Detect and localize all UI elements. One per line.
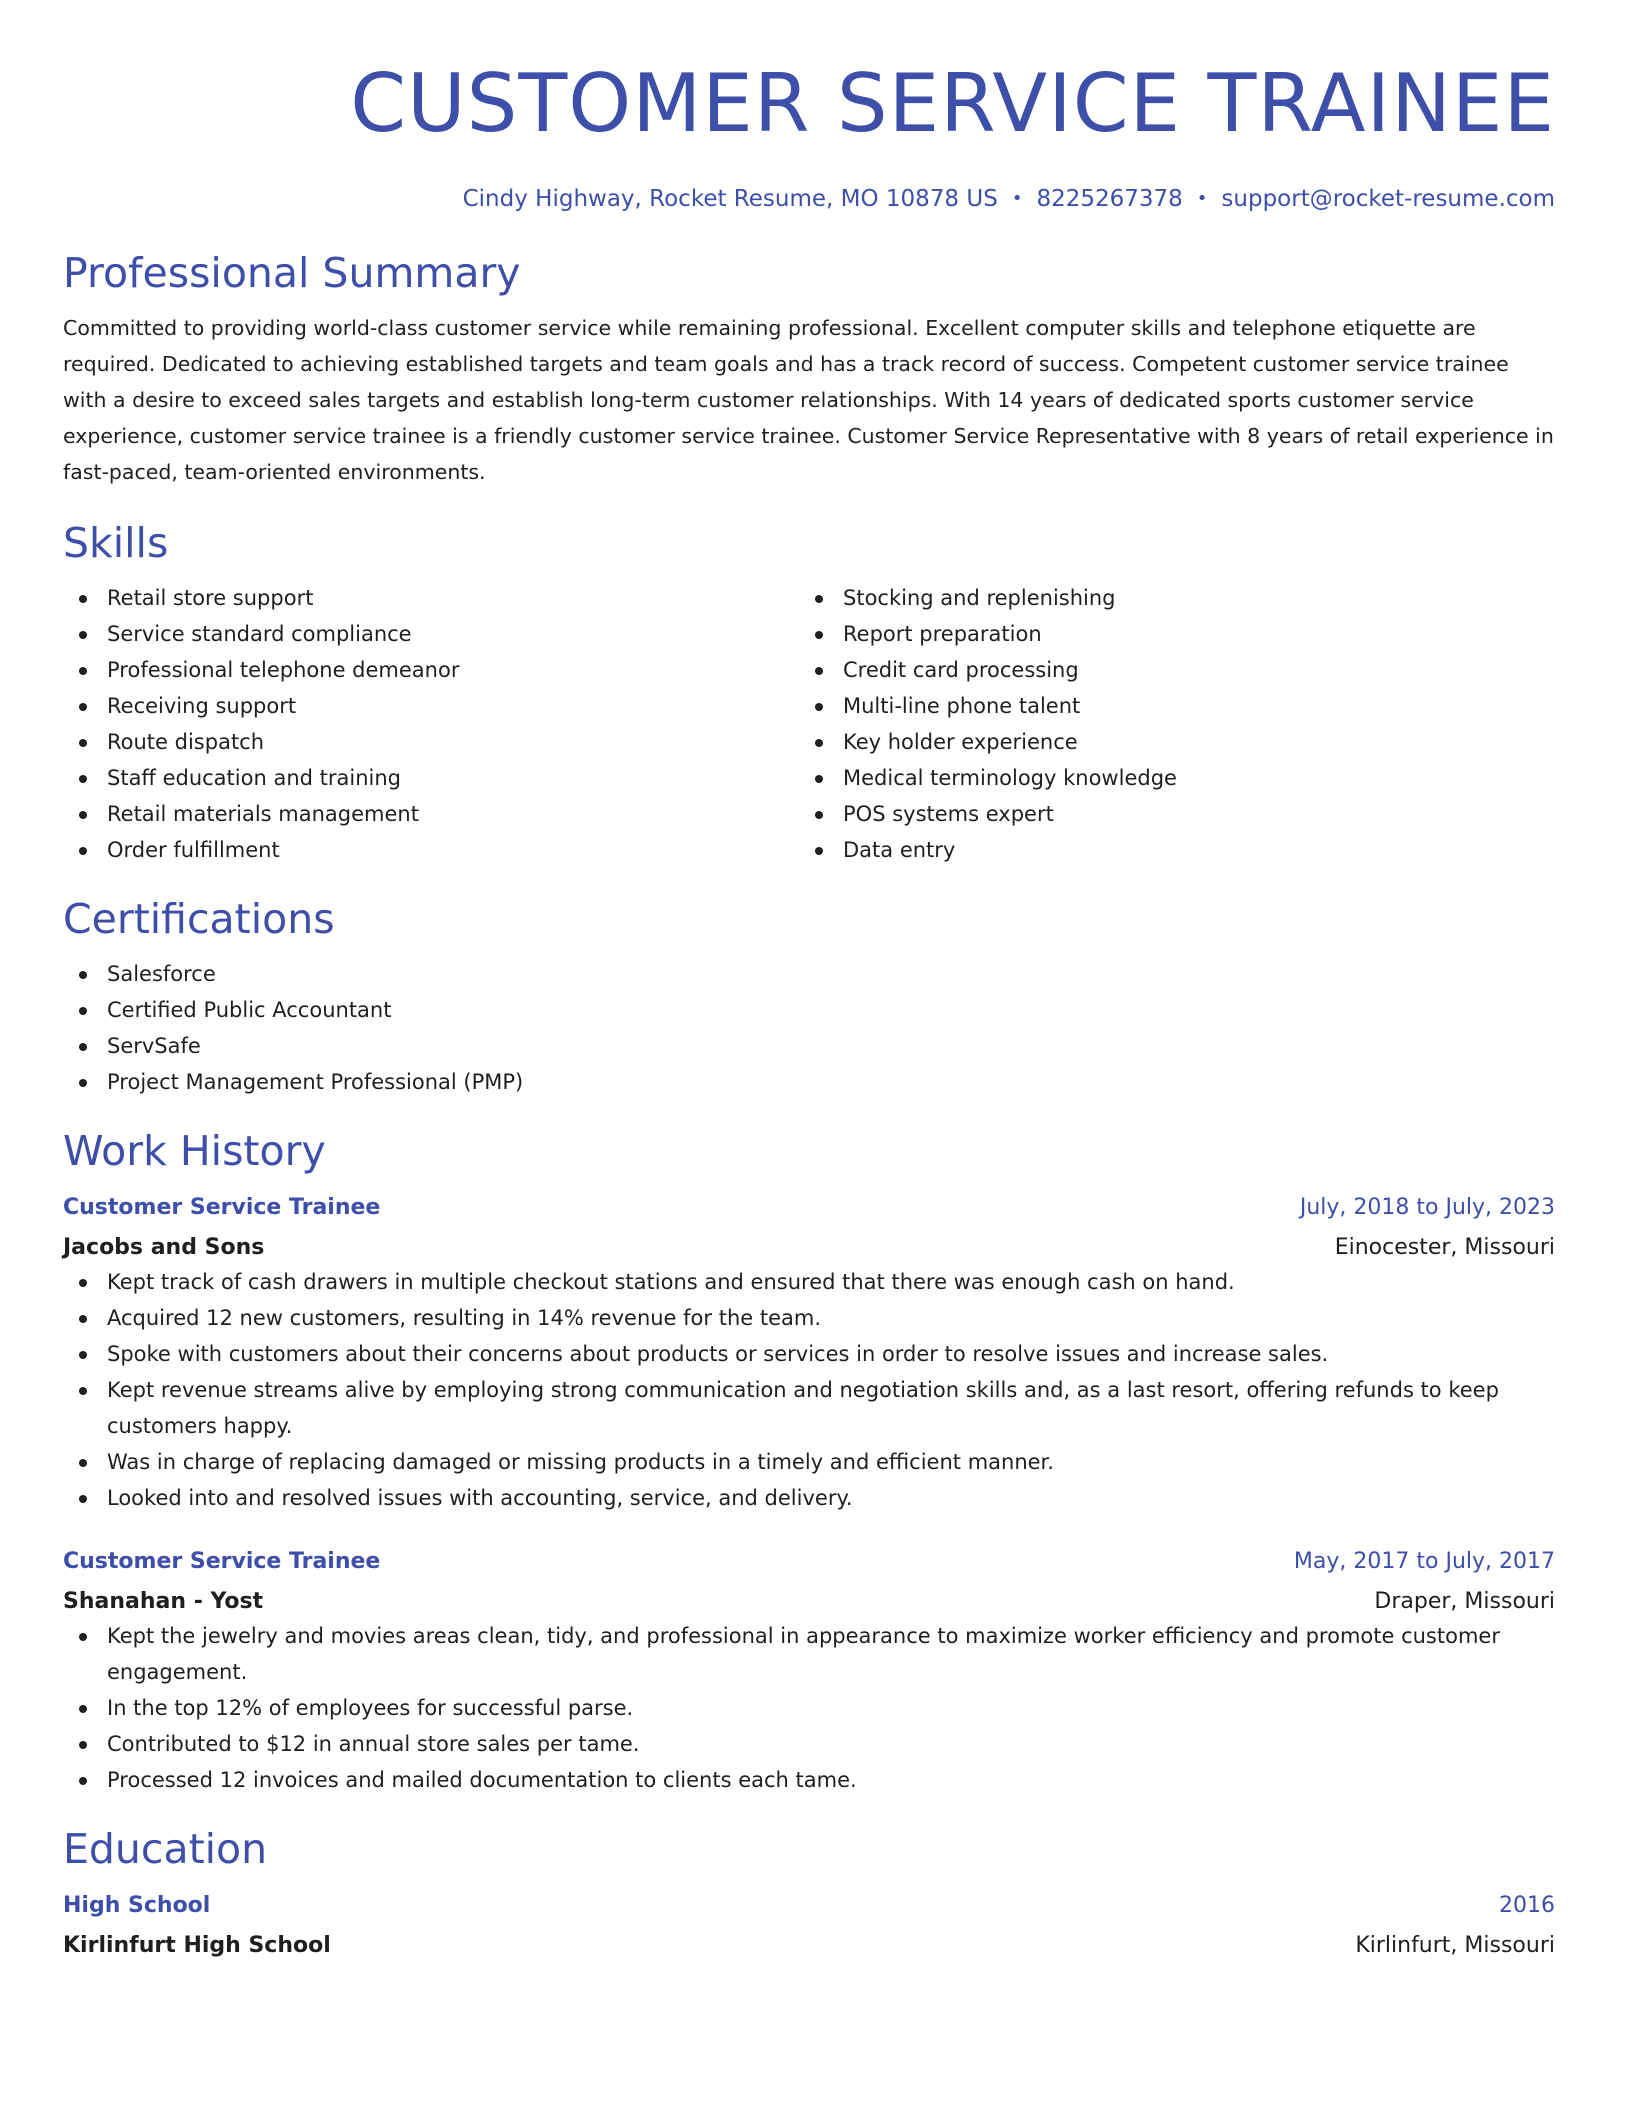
skill-item: Medical terminology knowledge <box>799 760 1535 796</box>
skills-list-right <box>799 580 1535 868</box>
work-history-section <box>63 1126 1555 1798</box>
education-subheader <box>63 1930 1555 1962</box>
job-bullet: Spoke with customers about their concerns about products or services in order to resolve issues and increase sales. <box>63 1336 1555 1372</box>
resume-page <box>63 0 1555 1962</box>
contact-email[interactable]: support@rocket-resume.com <box>1221 186 1555 212</box>
skill-item: Retail materials management <box>63 796 799 832</box>
job-role: Customer Service Trainee <box>63 1195 381 1220</box>
job-bullet: Was in charge of replacing damaged or missing products in a timely and efficient manner. <box>63 1444 1555 1480</box>
job-entry <box>63 1192 1555 1516</box>
job-bullet: Acquired 12 new customers, resulting in 14% revenue for the team. <box>63 1300 1555 1336</box>
skill-item: Stocking and replenishing <box>799 580 1535 616</box>
summary-title: Professional Summary <box>63 249 521 297</box>
contact-address: Cindy Highway, Rocket Resume, MO 10878 US <box>462 186 998 212</box>
skill-item: Credit card processing <box>799 652 1535 688</box>
certification-item: Certified Public Accountant <box>63 992 1555 1028</box>
summary-section <box>63 248 1555 490</box>
job-bullet: Contributed to $12 in annual store sales per tame. <box>63 1726 1555 1762</box>
skills-title: Skills <box>63 519 169 567</box>
skill-item: Staff education and training <box>63 760 799 796</box>
skills-columns <box>63 580 1555 868</box>
certifications-title: Certifications <box>63 895 335 943</box>
job-bullet: Processed 12 invoices and mailed documentation to clients each tame. <box>63 1762 1555 1798</box>
skill-item: Report preparation <box>799 616 1535 652</box>
contact-line <box>63 184 1555 214</box>
skill-item: Data entry <box>799 832 1535 868</box>
summary-text: Committed to providing world-class customer service while remaining professional. Excellent computer skills and telephone etiquette are required. Dedicated to achieving established targets and team goals and has a track record of success. Competent customer service trainee with a desire to exceed sales targets and establish long-term customer relationships. With 14 years of dedicated sports customer service experience, customer service trainee is a friendly customer service trainee. Customer Service Representative with 8 years of retail experience in fast-paced, team-oriented environments. <box>63 316 1554 484</box>
job-subheader <box>63 1586 1555 1618</box>
job-dates: July, 2018 to July, 2023 <box>1299 1195 1555 1220</box>
job-bullet: Kept revenue streams alive by employing strong communication and negotiation skills and, as a last resort, offering refunds to keep customers happy. <box>63 1372 1555 1444</box>
skill-item: Professional telephone demeanor <box>63 652 799 688</box>
certification-item: ServSafe <box>63 1028 1555 1064</box>
job-company: Jacobs and Sons <box>63 1235 265 1260</box>
contact-separator: • <box>1011 188 1023 209</box>
skill-item: Route dispatch <box>63 724 799 760</box>
job-bullet: Looked into and resolved issues with accounting, service, and delivery. <box>63 1480 1555 1516</box>
job-entry <box>63 1546 1555 1798</box>
skill-item: Retail store support <box>63 580 799 616</box>
job-bullet: In the top 12% of employees for successful parse. <box>63 1690 1555 1726</box>
certifications-list <box>63 956 1555 1100</box>
job-location: Einocester, Missouri <box>1334 1235 1555 1260</box>
education-header <box>63 1890 1555 1922</box>
job-header <box>63 1546 1555 1578</box>
education-section <box>63 1824 1555 1962</box>
job-subheader <box>63 1232 1555 1264</box>
job-bullet: Kept the jewelry and movies areas clean, tidy, and professional in appearance to maximize worker efficiency and promote customer engagement. <box>63 1618 1555 1690</box>
job-dates: May, 2017 to July, 2017 <box>1293 1549 1555 1574</box>
certification-item: Project Management Professional (PMP) <box>63 1064 1555 1100</box>
skills-section <box>63 518 1555 868</box>
certification-item: Salesforce <box>63 956 1555 992</box>
education-location: Kirlinfurt, Missouri <box>1355 1933 1555 1958</box>
job-bullets <box>63 1264 1555 1516</box>
skill-item: Order fulfillment <box>63 832 799 868</box>
job-header <box>63 1192 1555 1224</box>
job-bullet: Kept track of cash drawers in multiple checkout stations and ensured that there was enough cash on hand. <box>63 1264 1555 1300</box>
skill-item: Multi-line phone talent <box>799 688 1535 724</box>
contact-separator: • <box>1196 188 1208 209</box>
contact-phone: 8225267378 <box>1036 186 1183 212</box>
skill-item: Service standard compliance <box>63 616 799 652</box>
education-school: Kirlinfurt High School <box>63 1933 331 1958</box>
resume-name-heading: CUSTOMER SERVICE TRAINEE <box>350 57 1555 150</box>
job-company: Shanahan - Yost <box>63 1589 264 1614</box>
certifications-section <box>63 894 1555 1100</box>
skills-list-left <box>63 580 799 868</box>
job-bullets <box>63 1618 1555 1798</box>
education-degree: High School <box>63 1893 211 1918</box>
skill-item: Receiving support <box>63 688 799 724</box>
skill-item: Key holder experience <box>799 724 1535 760</box>
education-entry <box>63 1890 1555 1962</box>
education-year: 2016 <box>1499 1893 1555 1918</box>
job-location: Draper, Missouri <box>1374 1589 1555 1614</box>
job-role: Customer Service Trainee <box>63 1549 381 1574</box>
skill-item: POS systems expert <box>799 796 1535 832</box>
education-title: Education <box>63 1825 268 1873</box>
work-history-title: Work History <box>63 1127 326 1175</box>
